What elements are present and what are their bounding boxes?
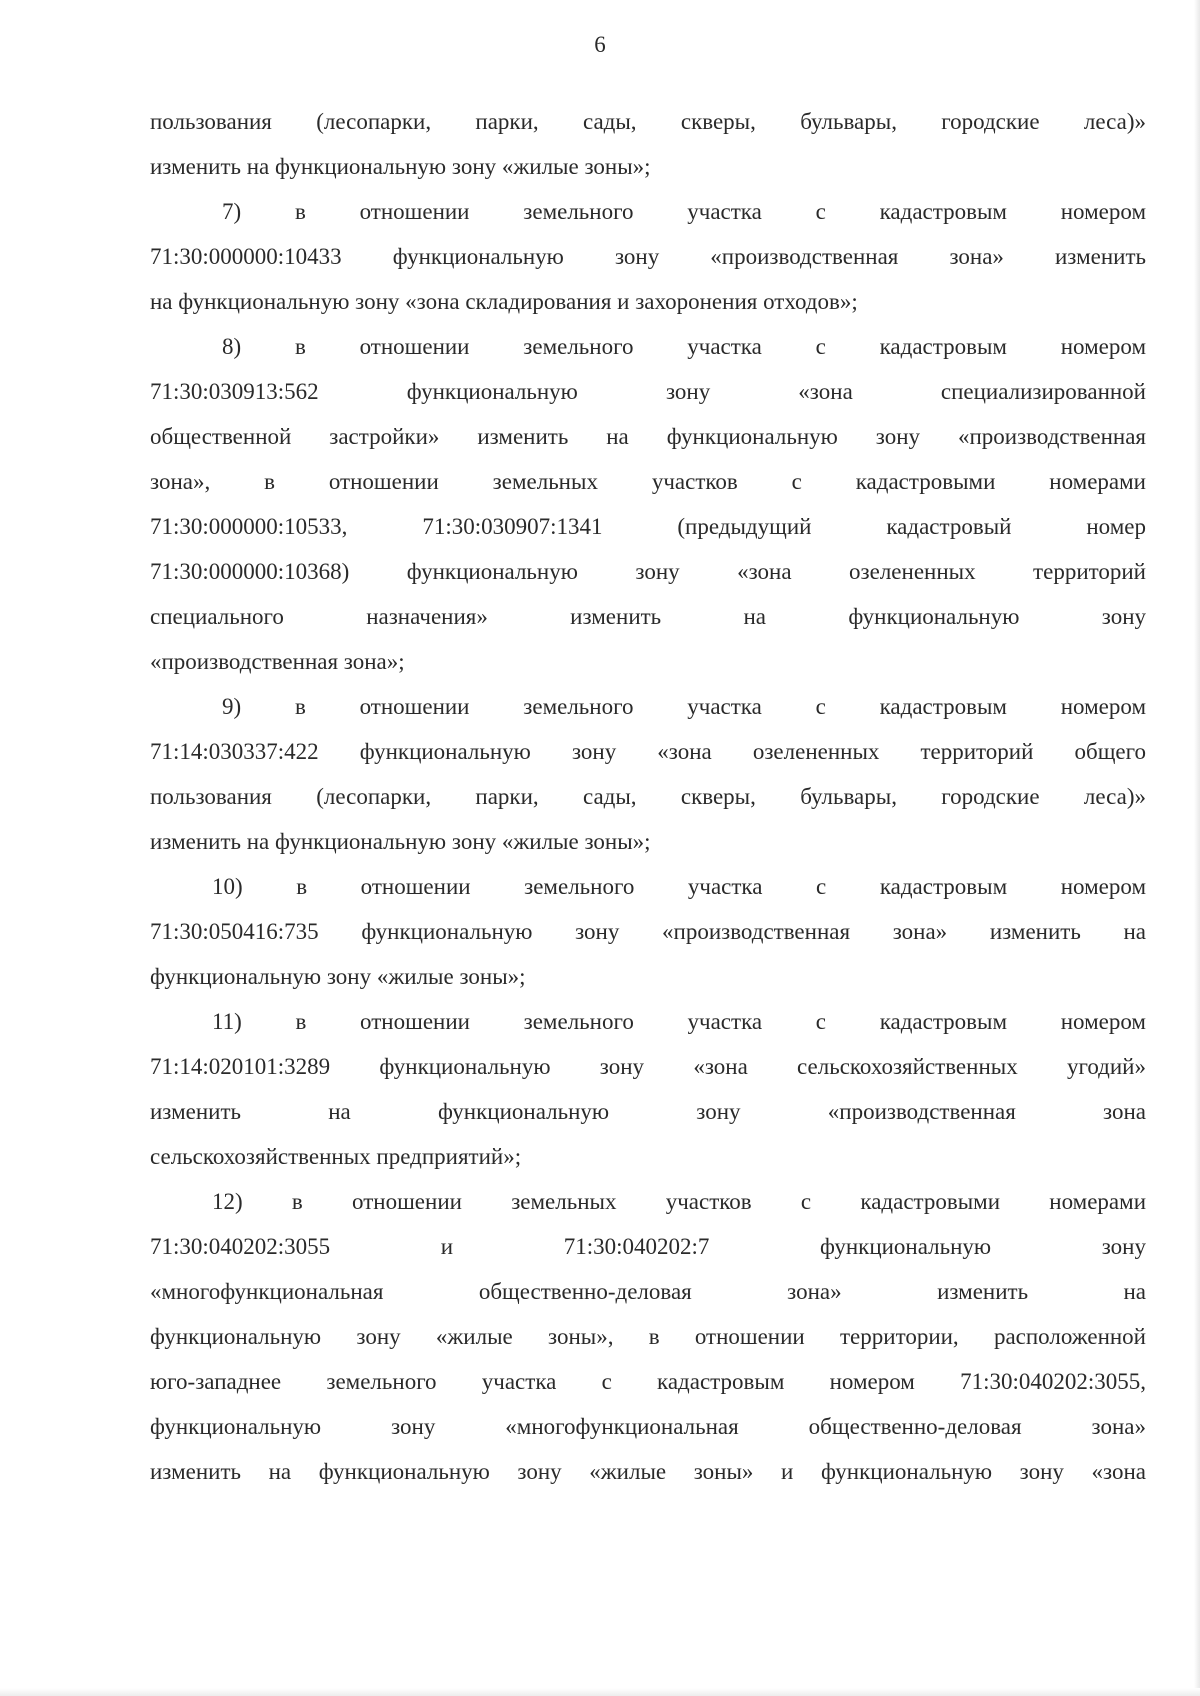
text-line: юго-западнее земельного участка с кадастровым номером 71:30:040202:3055, (150, 1369, 1146, 1394)
text-line: 12) в отношении земельных участков с кадастровыми номерами (212, 1189, 1146, 1214)
text-line: изменить на функциональную зону «жилые зоны»; (150, 829, 651, 854)
text-line: сельскохозяйственных предприятий»; (150, 1144, 522, 1169)
text-line: зона», в отношении земельных участков с кадастровыми номерами (150, 469, 1146, 494)
page-number: 6 (594, 32, 606, 57)
text-line: 71:14:030337:422 функциональную зону «зона озелененных территорий общего (150, 739, 1146, 764)
text-line: пользования (лесопарки, парки, сады, скверы, бульвары, городские леса)» (150, 109, 1146, 134)
text-line: пользования (лесопарки, парки, сады, скверы, бульвары, городские леса)» (150, 784, 1146, 809)
text-line: функциональную зону «жилые зоны», в отношении территории, расположенной (150, 1324, 1146, 1349)
page-bottom-shadow (0, 1688, 1200, 1696)
text-line: функциональную зону «жилые зоны»; (150, 964, 526, 989)
text-line: на функциональную зону «зона складирования и захоронения отходов»; (150, 289, 858, 314)
page-edge-shadow (1194, 0, 1200, 1696)
text-line: 8) в отношении земельного участка с кадастровым номером (222, 334, 1146, 359)
text-line: специального назначения» изменить на функциональную зону (150, 604, 1146, 629)
text-line: изменить на функциональную зону «жилые зоны» и функциональную зону «зона (150, 1459, 1146, 1484)
text-line: 71:30:000000:10433 функциональную зону «производственная зона» изменить (150, 244, 1146, 269)
text-line: функциональную зону «многофункциональная общественно-деловая зона» (150, 1414, 1146, 1439)
text-line: 71:30:000000:10533, 71:30:030907:1341 (предыдущий кадастровый номер (150, 514, 1146, 539)
text-line: 71:30:030913:562 функциональную зону «зона специализированной (150, 379, 1146, 404)
text-line: изменить на функциональную зону «жилые зоны»; (150, 154, 651, 179)
text-line: «многофункциональная общественно-деловая зона» изменить на (150, 1279, 1146, 1304)
text-line: 9) в отношении земельного участка с кадастровым номером (222, 694, 1146, 719)
text-line: 7) в отношении земельного участка с кадастровым номером (222, 199, 1146, 224)
text-line: 11) в отношении земельного участка с кадастровым номером (212, 1009, 1146, 1034)
text-line: 10) в отношении земельного участка с кадастровым номером (212, 874, 1146, 899)
text-line: 71:30:050416:735 функциональную зону «производственная зона» изменить на (150, 919, 1146, 944)
text-line: 71:14:020101:3289 функциональную зону «зона сельскохозяйственных угодий» (150, 1054, 1146, 1079)
text-line: изменить на функциональную зону «производственная зона (150, 1099, 1146, 1124)
text-line: общественной застройки» изменить на функциональную зону «производственная (150, 424, 1146, 449)
text-line: «производственная зона»; (150, 649, 405, 674)
text-line: 71:30:000000:10368) функциональную зону «зона озелененных территорий (150, 559, 1146, 584)
text-line: 71:30:040202:3055 и 71:30:040202:7 функциональную зону (150, 1234, 1146, 1259)
